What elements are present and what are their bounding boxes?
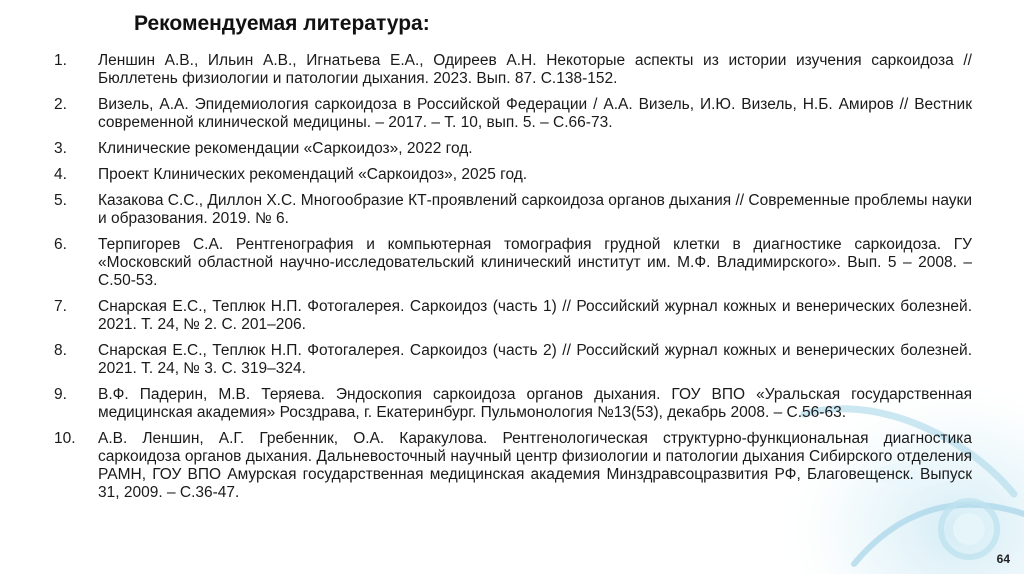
page-number: 64 (996, 552, 1010, 566)
reference-item (54, 386, 972, 422)
reference-item (54, 166, 972, 184)
reference-text: Леншин А.В., Ильин А.В., Игнатьева Е.А., Одиреев А.Н. Некоторые аспекты из истории изучения саркоидоза // Бюллетень физиологии и патологии дыхания. 2023. Вып. 87. С.138-152. (98, 52, 972, 87)
reference-number: 5. (54, 192, 67, 209)
reference-item (54, 96, 972, 132)
reference-number: 4. (54, 166, 67, 183)
reference-text: Снарская Е.С., Теплюк Н.П. Фотогалерея. Саркоидоз (часть 1) // Российский журнал кожных и венерических болезней. 2021. Т. 24, № 2. С. 201–206. (98, 298, 972, 333)
reference-text: Казакова С.С., Диллон Х.С. Многообразие КТ-проявлений саркоидоза органов дыхания // Современные проблемы науки и образования. 2019. № 6. (98, 192, 972, 227)
reference-number: 7. (54, 298, 67, 315)
reference-item (54, 298, 972, 334)
reference-item (54, 430, 972, 502)
reference-list (54, 52, 972, 510)
slide-title: Рекомендуемая литература: (134, 12, 430, 35)
reference-number: 3. (54, 140, 67, 157)
reference-number: 9. (54, 386, 67, 403)
reference-text: Визель, А.А. Эпидемиология саркоидоза в Российской Федерации / А.А. Визель, И.Ю. Визель, Н.Б. Амиров // Вестник современной клинической медицины. – 2017. – Т. 10, вып. 5. – С.66-73. (98, 96, 972, 131)
reference-text: А.В. Леншин, А.Г. Гребенник, О.А. Каракулова. Рентгенологическая структурно-функциональная диагностика саркоидоза органов дыхания. Дальневосточный научный центр физиологии и патологии дыхания Сибирского отделения РАМН, ГОУ ВПО Амурская государственная медицинская академия Минздравсоцразвития РФ, Благовещенск. Выпуск 31, 2009. – С.36-47. (98, 430, 972, 501)
reference-item (54, 192, 972, 228)
reference-item (54, 140, 972, 158)
reference-number: 8. (54, 342, 67, 359)
reference-item (54, 52, 972, 88)
reference-number: 1. (54, 52, 67, 69)
reference-text: Снарская Е.С., Теплюк Н.П. Фотогалерея. Саркоидоз (часть 2) // Российский журнал кожных и венерических болезней. 2021. Т. 24, № 3. С. 319–324. (98, 342, 972, 377)
reference-number: 2. (54, 96, 67, 113)
reference-item (54, 236, 972, 290)
reference-number: 10. (54, 430, 76, 447)
reference-text: Клинические рекомендации «Саркоидоз», 2022 год. (98, 140, 473, 157)
reference-text: Терпигорев С.А. Рентгенография и компьютерная томография грудной клетки в диагностике саркоидоза. ГУ «Московский областной научно-исследовательский клинический институт им. М.Ф. Владимирского». Вып. 5 – 2008. – С.50-53. (98, 236, 972, 289)
reference-number: 6. (54, 236, 67, 253)
reference-text: Проект Клинических рекомендаций «Саркоидоз», 2025 год. (98, 166, 528, 183)
reference-text: В.Ф. Падерин, М.В. Теряева. Эндоскопия саркоидоза органов дыхания. ГОУ ВПО «Уральская государственная медицинская академия» Росздрава, г. Екатеринбург. Пульмонология №13(53), декабрь 2008. – С.56-63. (98, 386, 972, 421)
reference-item (54, 342, 972, 378)
